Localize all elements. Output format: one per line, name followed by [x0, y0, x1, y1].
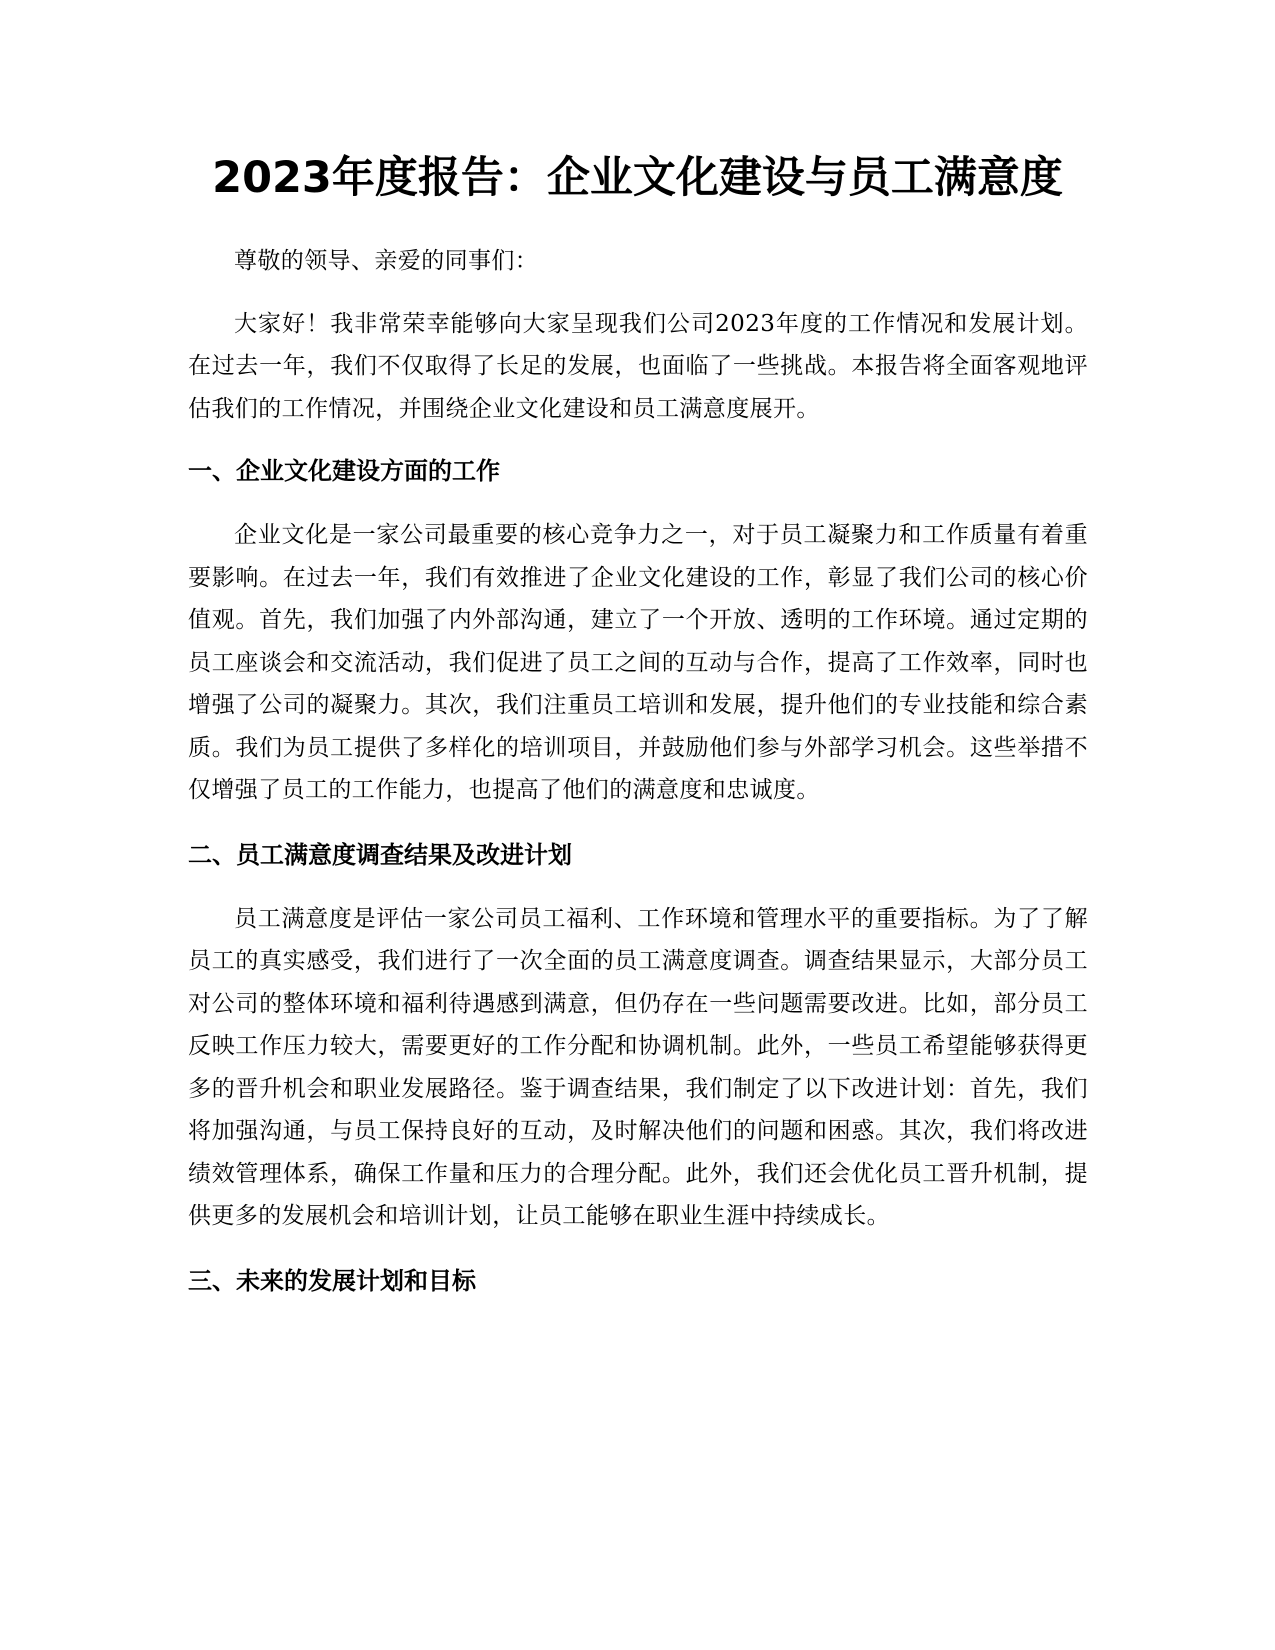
section-paragraph-2: 员工满意度是评估一家公司员工福利、工作环境和管理水平的重要指标。为了了解员工的真实感受，我们进行了一次全面的员工满意度调查。调查结果显示，大部分员工对公司的整体环境和福利待遇感到满意，但仍存在一些问题需要改进。比如，部分员工反映工作压力较大，需要更好的工作分配和协调机制。此外，一些员工希望能够获得更多的晋升机会和职业发展路径。鉴于调查结果，我们制定了以下改进计划：首先，我们将加强沟通，与员工保持良好的互动，及时解决他们的问题和困惑。其次，我们将改进绩效管理体系，确保工作量和压力的合理分配。此外，我们还会优化员工晋升机制，提供更多的发展机会和培训计划，让员工能够在职业生涯中持续成长。	[188, 905, 1088, 1229]
section-heading-2: 二、员工满意度调查结果及改进计划	[188, 840, 572, 869]
greeting: 尊敬的领导、亲爱的同事们：	[234, 248, 539, 274]
section-heading-1: 一、企业文化建设方面的工作	[188, 457, 500, 485]
intro-paragraph: 大家好！我非常荣幸能够向大家呈现我们公司2023年度的工作情况和发展计划。在过去一年，我们不仅取得了长足的发展，也面临了一些挑战。本报告将全面客观地评估我们的工作情况，并围绕企业文化建设和员工满意度展开。	[188, 310, 1088, 422]
section-paragraph-1: 企业文化是一家公司最重要的核心竞争力之一，对于员工凝聚力和工作质量有着重要影响。在过去一年，我们有效推进了企业文化建设的工作，彰显了我们公司的核心价值观。首先，我们加强了内外部沟通，建立了一个开放、透明的工作环境。通过定期的员工座谈会和交流活动，我们促进了员工之间的互动与合作，提高了工作效率，同时也增强了公司的凝聚力。其次，我们注重员工培训和发展，提升他们的专业技能和综合素质。我们为员工提供了多样化的培训项目，并鼓励他们参与外部学习机会。这些举措不仅增强了员工的工作能力，也提高了他们的满意度和忠诚度。	[188, 522, 1088, 803]
document-body	[188, 240, 1088, 1324]
section-heading-3: 三、未来的发展计划和目标	[188, 1266, 476, 1295]
page-title: 2023年度报告：企业文化建设与员工满意度	[212, 153, 1063, 203]
